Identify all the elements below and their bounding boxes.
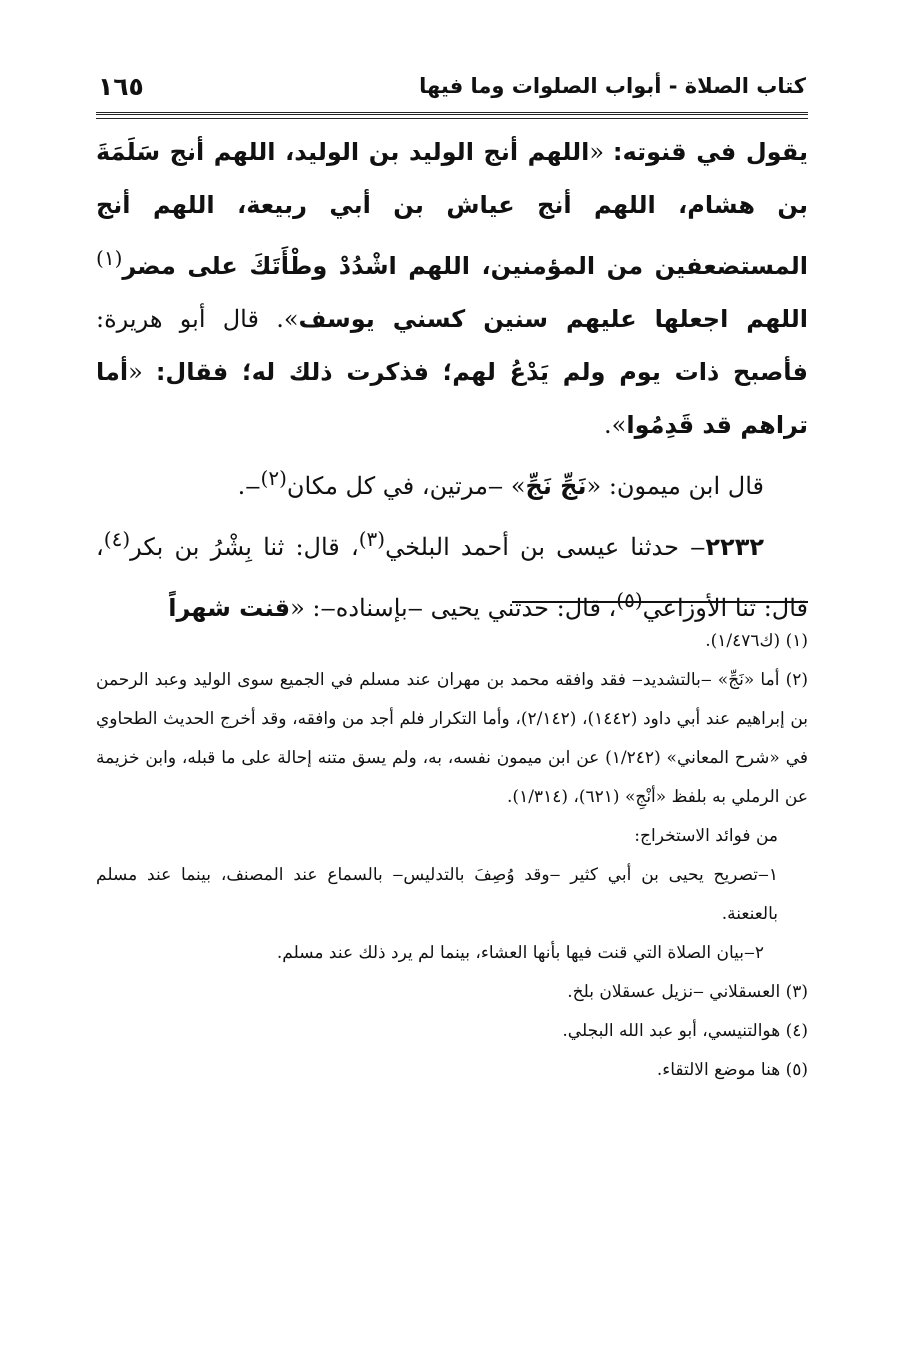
footnote-2-benefit-2: ٢‒بيان الصلاة التي قنت فيها بأنها العشاء، بينما لم يرد ذلك عند مسلم. — [276, 943, 764, 963]
text: « — [128, 358, 156, 386]
footnote-ref[interactable]: (١) — [96, 246, 123, 270]
text: ، قال: حدثني يحيى ‒بإسناده‒: « — [290, 594, 617, 622]
footnote-4: (٤) هوالتنيسي، أبو عبد الله البجلي. — [562, 1021, 808, 1041]
text: » ‒مرتين، في كل مكان — [286, 472, 526, 500]
footnote-2-benefits-title: من فوائد الاستخراج: — [634, 826, 778, 846]
footnote-5: (٥) هنا موضع الالتقاء. — [656, 1060, 808, 1080]
footnote-ref[interactable]: (٢) — [260, 466, 287, 490]
paragraph-hadith-text — [96, 126, 808, 452]
text: ، قال: ثنا بِشْرُ بن بكر — [130, 533, 359, 561]
paragraph-ibn-maymun — [96, 452, 808, 513]
bold-text: اللهم أنج الوليد بن الوليد، اللهم أنج سَلَمَةَ بن هشام، اللهم أنج عياش بن أبي ربيعة، اللهم أنج المستضعفين من المؤمنين، اللهم اشْدُدْ وطْأَتَكَ على مضر — [96, 138, 808, 280]
text: ‒ حدثنا عيسى بن أحمد البلخي — [385, 533, 706, 561]
page-number: ١٦٥ — [98, 71, 144, 101]
text: ». قال أبو هريرة: — [96, 305, 299, 333]
bold-text: قنت شهراً — [168, 594, 291, 622]
text: قال ابن ميمون: « — [586, 472, 764, 500]
bold-text: نَجِّ نَجِّ — [525, 472, 587, 500]
footnote-ref[interactable]: (٣) — [358, 527, 386, 551]
footnote-2-benefit-1: ١‒تصريح يحيى بن أبي كثير ‒وقد وُصِفَ بالتدليس‒ بالسماع عند المصنف، بينما عند مسلم بالعنعنة. — [96, 865, 778, 924]
footnote-2: (٢) أما «نَجِّ» ‒بالتشديد‒ فقد وافقه محمد بن مهران عند مسلم في الجميع سوى الوليد وعبد الرحمن بن إبراهيم عند أبي داود (١٤٤٢)، (٢/١٤٢)، وأما التكرار فلم أجد من وافقه، وقد أخرج الحديث الطحاوي في «شرح المعاني» (١/٢٤٢) عن ابن ميمون نفسه، به، ولم يسق متنه إحالة على ما قبله، وابن خزيمة عن الرملي به بلفظ «أنْجِ» (٦٢١)، (١/٣١٤). — [96, 670, 809, 807]
page-header — [98, 66, 806, 106]
bold-text: فأصبح ذات يوم ولم يَدْعُ لهم؛ فذكرت ذلك له؛ فقال: — [155, 358, 809, 386]
hadith-number: ٢٢٣٢ — [705, 533, 764, 561]
footnote-ref[interactable]: (٤) — [103, 527, 131, 551]
footnote-1: (١) (ك١/٤٧٦). — [705, 631, 808, 651]
bold-text: اللهم اجعلها عليهم سنين كسني يوسف — [298, 305, 808, 333]
footnote-3: (٣) العسقلاني ‒نزيل عسقلان بلخ. — [567, 982, 808, 1002]
text: ، قال: ثنا الأوزاعي — [96, 533, 808, 622]
running-title: كتاب الصلاة - أبواب الصلوات وما فيها — [419, 74, 806, 98]
bold-text: يقول في قنوته: — [612, 138, 808, 166]
text: « — [589, 138, 613, 166]
footnotes — [96, 622, 808, 1090]
text: ». — [604, 411, 627, 439]
footnote-separator — [512, 601, 808, 603]
text: ‒. — [237, 472, 261, 500]
bold-text: أما تراهم قد قَدِمُوا — [96, 358, 808, 439]
paragraph-hadith-2232 — [96, 513, 808, 635]
footnote-ref[interactable]: (٥) — [616, 588, 643, 612]
main-text — [96, 126, 808, 635]
header-rule — [96, 112, 808, 119]
